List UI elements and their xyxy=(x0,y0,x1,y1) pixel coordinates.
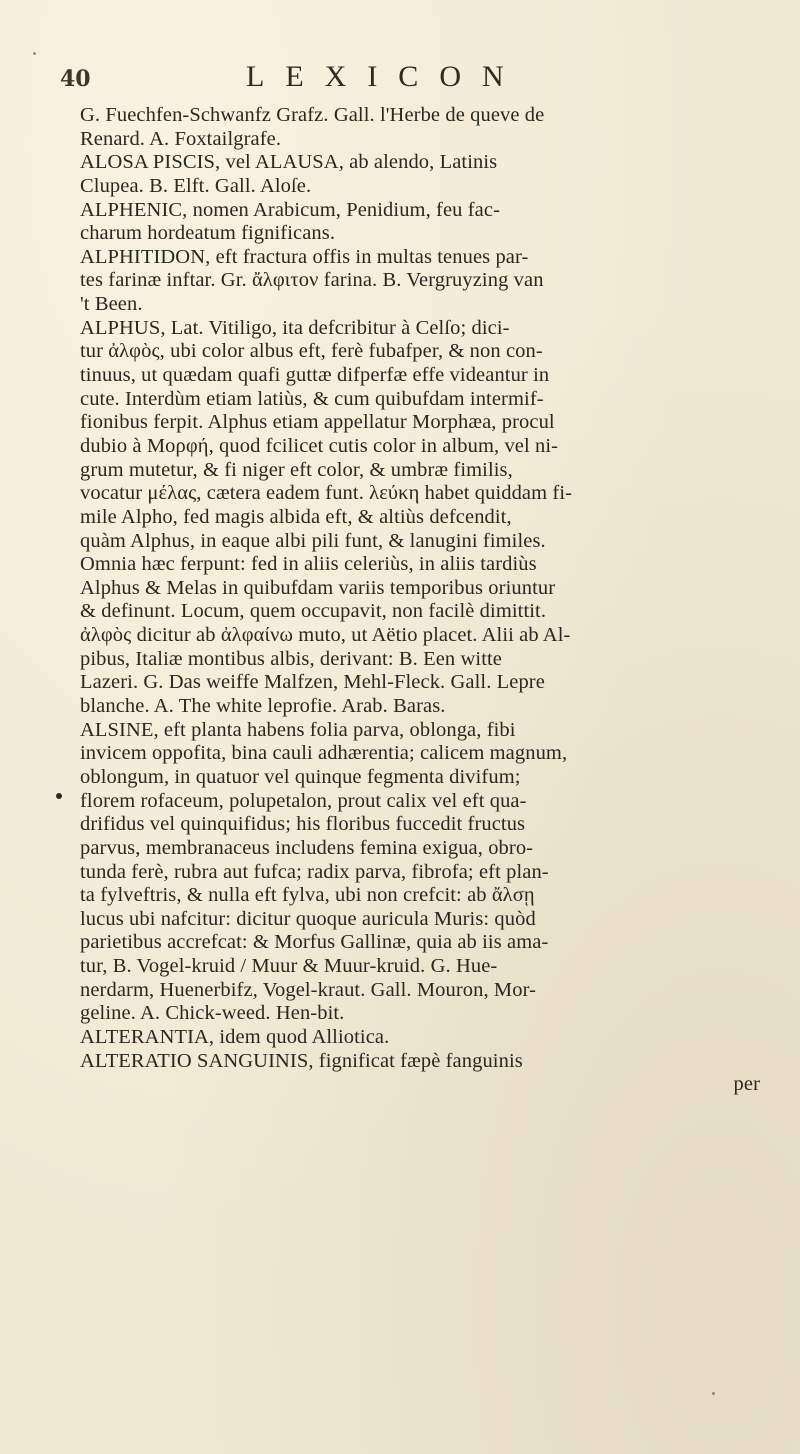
text-line: parietibus accrefcat: & Morfus Gallinæ, quia ab iis ama- xyxy=(80,931,549,954)
text-line: Renard. A. Foxtailgrafe. xyxy=(80,127,282,150)
text-line: tinuus, ut quædam quafi guttæ difperfæ effe videantur in xyxy=(80,364,550,387)
text-line: tes farinæ inftar. Gr. ἄλφιτον farina. B. Vergruyzing van xyxy=(80,269,544,292)
text-line: fionibus ferpit. Alphus etiam appellatur Morphæa, procul xyxy=(80,411,555,434)
margin-dot xyxy=(56,793,62,799)
text-line: geline. A. Chick-weed. Hen-bit. xyxy=(80,1002,345,1025)
text-line: & definunt. Locum, quem occupavit, non facilè dimittit. xyxy=(80,600,547,623)
text-line: Lazeri. G. Das weiffe Malfzen, Mehl-Fleck. Gall. Lepre xyxy=(80,671,545,694)
running-title: LEXICON xyxy=(246,60,525,93)
text-line: drifidus vel quinquifidus; his floribus fuccedit fructus xyxy=(80,813,526,836)
text-line: lucus ubi nafcitur: dicitur quoque auricula Muris: quòd xyxy=(80,907,536,930)
catchword: per xyxy=(733,1073,760,1096)
text-line: parvus, membranaceus includens femina exigua, obro- xyxy=(80,836,534,859)
entry-alphenic: ALPHENIC, nomen Arabicum, Penidium, feu fac- xyxy=(80,198,501,221)
text-line: invicem oppofita, bina cauli adhærentia; calicem magnum, xyxy=(80,742,568,765)
entry-alterantia: ALTERANTIA, idem quod Alliotica. xyxy=(80,1025,390,1048)
text-line: ἀλφὸς dicitur ab ἀλφαίνω muto, ut Aëtio placet. Alii ab Al- xyxy=(80,624,571,647)
text-line: tunda ferè, rubra aut fufca; radix parva, fibrofa; eft plan- xyxy=(80,860,549,883)
page-header xyxy=(56,58,756,98)
entry-alsine: ALSINE, eft planta habens folia parva, oblonga, fibi xyxy=(80,718,516,741)
text-line: florem rofaceum, polupetalon, prout calix vel eft qua- xyxy=(80,789,527,812)
paper-speck xyxy=(33,52,36,55)
text-line: Alphus & Melas in quibufdam variis temporibus oriuntur xyxy=(80,576,556,599)
text-line: tur ἀλφὸς, ubi color albus eft, ferè fubafper, & non con- xyxy=(80,340,543,363)
text-line: dubio à Μορφή, quod fcilicet cutis color in album, vel ni- xyxy=(80,434,559,457)
text-line: 't Been. xyxy=(80,293,143,316)
text-line: Omnia hæc ferpunt: fed in aliis celeriùs, in aliis tardiùs xyxy=(80,553,537,576)
text-line: nerdarm, Huenerbifz, Vogel-kraut. Gall. Mouron, Mor- xyxy=(80,978,537,1001)
text-line: tur, B. Vogel-kruid / Muur & Muur-kruid. G. Hue- xyxy=(80,955,498,978)
entry-alteratio-sanguinis: ALTERATIO SANGUINIS, fignificat fæpè fanguinis xyxy=(80,1049,523,1072)
text-line: G. Fuechfen-Schwanfz Grafz. Gall. l'Herbe de queve de xyxy=(80,104,545,126)
text-line: Clupea. B. Elft. Gall. Aloſe. xyxy=(80,174,312,197)
text-line: oblongum, in quatuor vel quinque fegmenta divifum; xyxy=(80,765,521,788)
text-line: charum hordeatum fignificans. xyxy=(80,222,336,245)
text-line: vocatur μέλας, cætera eadem funt. λεύκη habet quiddam fi- xyxy=(80,482,573,505)
page-number: 40 xyxy=(60,66,91,92)
paper-speck xyxy=(712,1392,715,1395)
text-line: blanche. A. The white leprofie. Arab. Baras. xyxy=(80,695,446,718)
text-line: pibus, Italiæ montibus albis, derivant: B. Een witte xyxy=(80,647,502,670)
text-line: grum mutetur, & fi niger eft color, & umbræ fimilis, xyxy=(80,458,513,481)
text-line: quàm Alphus, in eaque albi pili funt, & lanugini fimiles. xyxy=(80,529,546,552)
text-line: mile Alpho, fed magis albida eft, & altiùs defcendit, xyxy=(80,505,512,528)
entry-alphus: ALPHUS, Lat. Vitiligo, ita defcribitur à Celſo; dici- xyxy=(80,316,510,339)
text-line: ta fylveftris, & nulla eft fylva, ubi non crefcit: ab ἄλσῃ xyxy=(80,884,535,907)
entry-alphitidon: ALPHITIDON, eft fractura offis in multas tenues par- xyxy=(80,245,529,268)
entry-alosa: ALOSA PISCIS, vel ALAUSA, ab alendo, Latinis xyxy=(80,151,498,174)
text-line: cute. Interdùm etiam latiùs, & cum quibufdam intermif- xyxy=(80,387,544,410)
dictionary-text xyxy=(80,104,774,1097)
